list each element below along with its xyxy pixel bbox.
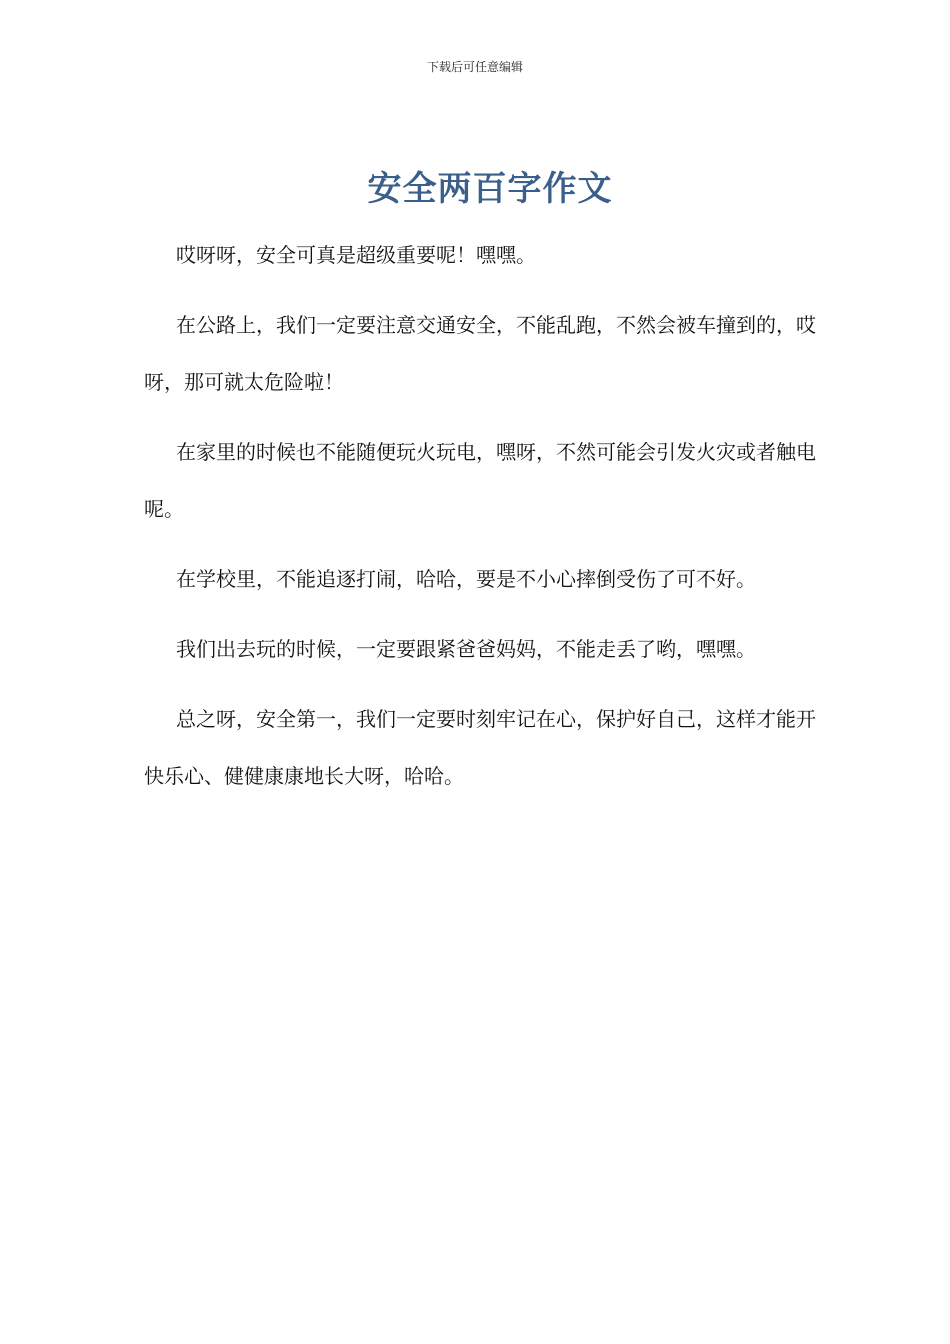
paragraph-5: 我们出去玩的时候，一定要跟紧爸爸妈妈，不能走丢了哟，嘿嘿。 (176, 637, 756, 661)
paragraph-2: 在公路上，我们一定要注意交通安全，不能乱跑，不然会被车撞到的，哎呀，那可就太危险啦！ (144, 313, 816, 394)
paragraph-6: 总之呀，安全第一，我们一定要时刻牢记在心，保护好自己，这样才能开快乐心、健健康康地长大呀，哈哈。 (144, 707, 816, 788)
essay-body (144, 227, 820, 818)
paragraph-1: 哎呀呀，安全可真是超级重要呢！嘿嘿。 (176, 243, 536, 267)
paragraph-4: 在学校里，不能追逐打闹，哈哈，要是不小心摔倒受伤了可不好。 (176, 567, 756, 591)
paragraph-3: 在家里的时候也不能随便玩火玩电，嘿呀，不然可能会引发火灾或者触电呢。 (144, 440, 816, 521)
header-note: 下载后可任意编辑 (426, 60, 523, 74)
document-title: 安全两百字作文 (367, 169, 613, 209)
